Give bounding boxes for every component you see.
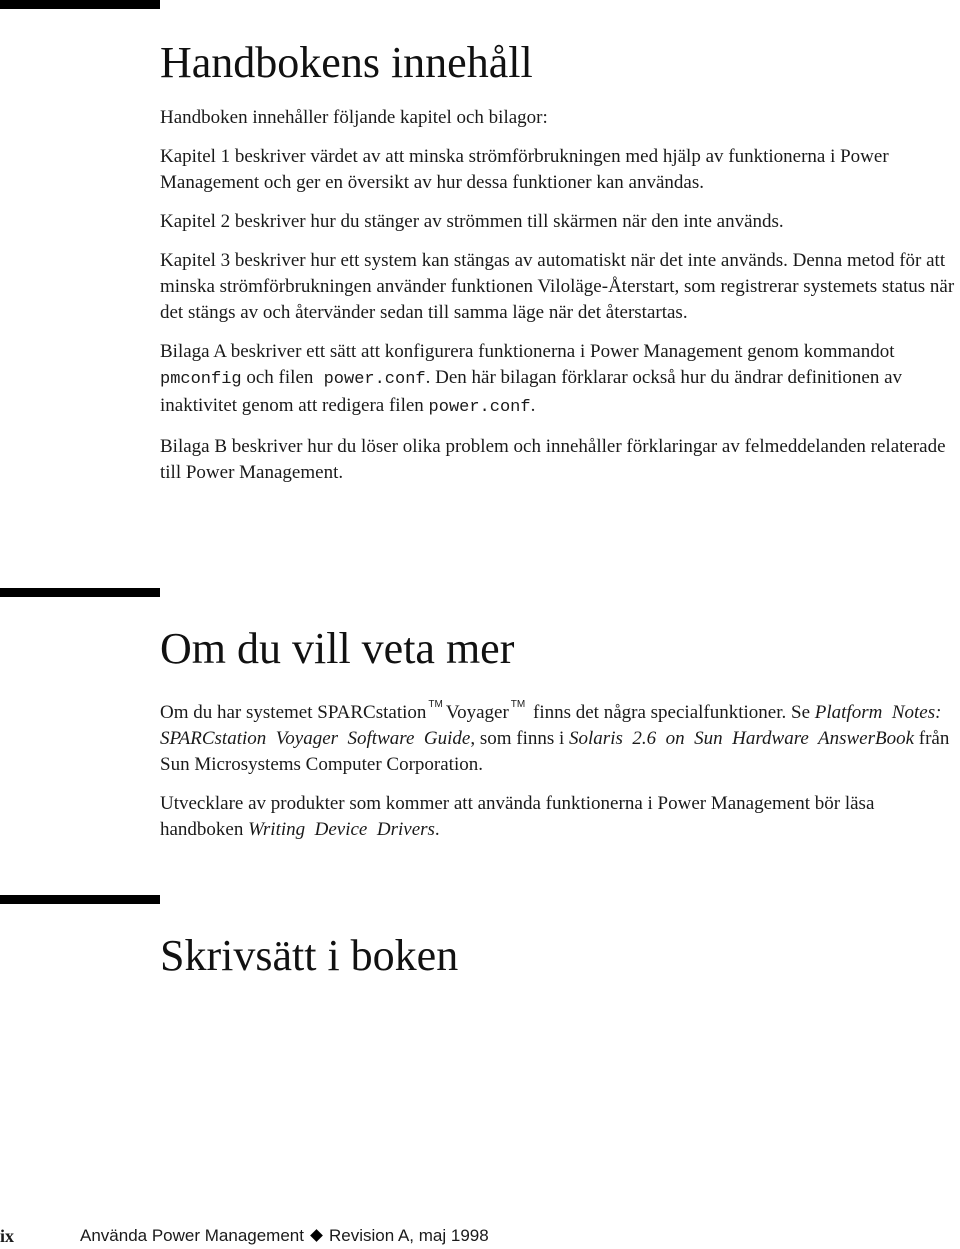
appendix-b-paragraph: Bilaga B beskriver hur du löser olika problem och innehåller förklaringar av felmeddelanden relaterade till Power Management. xyxy=(160,436,946,483)
more-info-text: Om du har systemet SPARCstation xyxy=(160,702,427,723)
diamond-icon xyxy=(310,1229,323,1242)
more-info-text: , som finns i xyxy=(470,728,570,749)
developers-text: Utvecklare av produkter som kommer att använda funktionerna i Power Management bör läsa handboken xyxy=(160,793,875,840)
page-footer xyxy=(0,1224,960,1248)
appendix-a-text: n xyxy=(303,367,314,388)
trademark-mark: TM xyxy=(510,699,526,710)
book-reference: Platform Notes: SPARCstation Voyager Software Guide xyxy=(160,702,951,749)
section-body xyxy=(160,692,960,856)
footer-revision: Revision A, maj 1998 xyxy=(328,1226,489,1245)
appendix-a-text: . Den här bilagan förklarar också hur du ändrar definitionen av inaktivitet genom att redigera filen xyxy=(160,367,903,416)
footer-text xyxy=(80,1224,489,1248)
section-rule xyxy=(0,588,160,597)
appendix-a-paragraph xyxy=(160,339,960,421)
more-info-paragraph xyxy=(160,692,960,778)
section-rule xyxy=(0,0,160,9)
more-info-text: finns det några specialfunktioner. Se xyxy=(528,702,815,723)
section-heading: Skrivsätt i boken xyxy=(160,931,459,980)
pmconfig-command: pmconfig xyxy=(160,370,242,389)
footer-title: Använda Power Management xyxy=(80,1226,304,1245)
power-conf-file: power.conf xyxy=(428,398,531,417)
section-heading: Om du vill veta mer xyxy=(160,624,515,673)
power-conf-file: power.conf xyxy=(313,370,426,389)
appendix-a-text: . xyxy=(530,395,536,416)
book-reference: Solaris 2.6 on Sun Hardware AnswerBook xyxy=(569,728,915,749)
chapter-1-paragraph: Kapitel 1 beskriver värdet av att minska strömförbrukningen med hjälp av funktionerna i Power Management och ger en översikt av hur dessa funktioner kan användas. xyxy=(160,146,889,193)
intro-paragraph: Handboken innehåller följande kapitel och bilagor: xyxy=(160,107,548,128)
more-info-text: från Sun Microsystems Computer Corporation. xyxy=(160,728,950,775)
book-reference: Writing Device Drivers xyxy=(248,819,435,840)
appendix-a-text: Bilaga A beskriver ett sätt att konfigurera funktionerna i Power Management genom kommandot xyxy=(160,341,895,362)
section-heading: Handbokens innehåll xyxy=(160,38,533,87)
more-info-text: Voyager xyxy=(445,702,509,723)
section-rule xyxy=(0,895,160,904)
developers-paragraph xyxy=(160,791,960,843)
page-number: ix xyxy=(0,1226,15,1246)
chapter-3-paragraph: Kapitel 3 beskriver hur ett system kan stängas av automatiskt när det inte används. Denna metod för att minska strömförbrukningen använder funktionen Viloläge-Återstart, som registrerar systemets status när det stängs av och återvänder sedan till samma läge när det återstartas. xyxy=(160,250,955,323)
developers-text: . xyxy=(434,819,440,840)
section-body xyxy=(160,105,960,499)
chapter-2-paragraph: Kapitel 2 beskriver hur du stänger av strömmen till skärmen när den inte används. xyxy=(160,211,784,232)
trademark-mark: TM xyxy=(428,699,443,710)
appendix-a-text: och file xyxy=(241,367,304,388)
